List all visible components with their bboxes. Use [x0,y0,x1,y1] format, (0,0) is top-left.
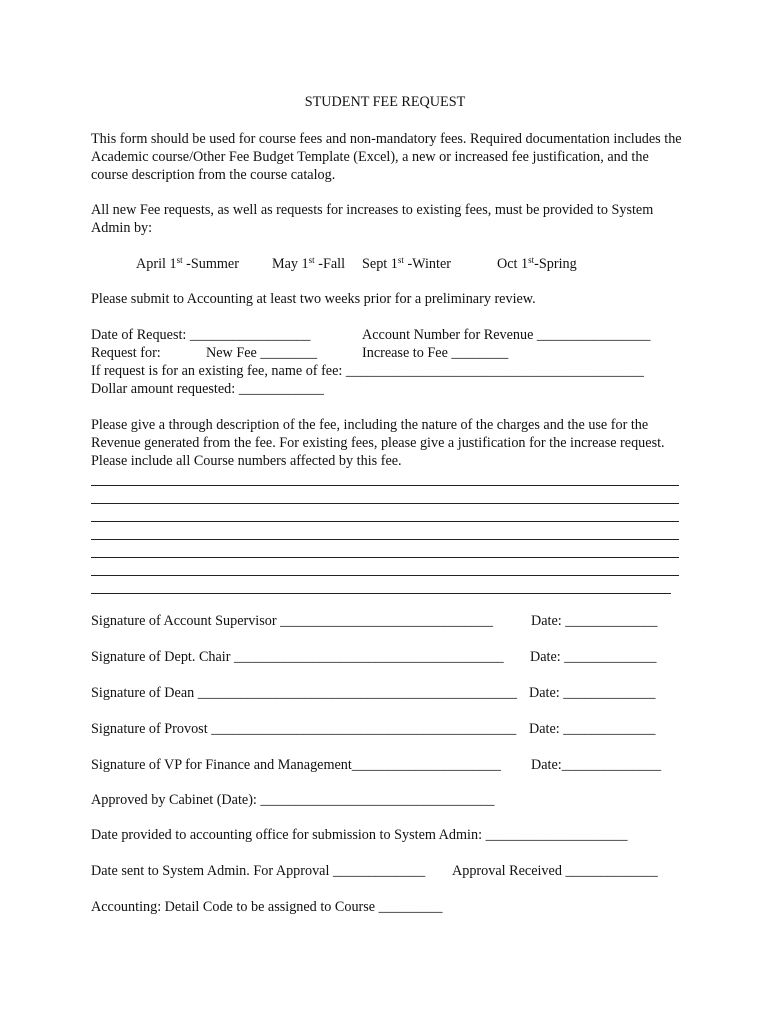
approved-by-cabinet-field[interactable]: Approved by Cabinet (Date): _________________________________ [91,792,495,808]
description-line [91,593,671,594]
date-sent-field[interactable]: Date sent to System Admin. For Approval _____________ [91,863,426,879]
date-vp-finance[interactable]: Date:______________ [531,757,662,773]
deadline-spring: Oct 1st-Spring [497,255,577,272]
description-line [91,521,679,522]
existing-fee-name-field[interactable]: If request is for an existing fee, name of fee: __________________________________________ [91,363,644,379]
signature-vp-finance[interactable]: Signature of VP for Finance and Management_____________________ [91,757,501,773]
signature-dept-chair[interactable]: Signature of Dept. Chair ______________________________________ [91,649,504,665]
form-title: STUDENT FEE REQUEST [304,94,466,110]
submit-note: Please submit to Accounting at least two weeks prior for a preliminary review. [91,291,536,307]
date-provided-field[interactable]: Date provided to accounting office for submission to System Admin: ____________________ [91,827,628,843]
account-number-field[interactable]: Account Number for Revenue ________________ [362,327,651,343]
date-account-supervisor[interactable]: Date: _____________ [531,613,658,629]
intro-paragraph: This form should be used for course fees and non-mandatory fees. Required documentation includes the Academic course/Other Fee Budget Template (Excel), a new or increased fee justification, and the course description from the course catalog. [91,131,682,183]
description-prompt: Please give a through description of the fee, including the nature of the charges and the use for the Revenue generated from the fee. For existing fees, please give a justification for the increase request. Please include all Course numbers affected by this fee. [91,417,665,469]
deadline-winter: Sept 1st -Winter [362,255,451,272]
date-provost[interactable]: Date: _____________ [529,721,656,737]
description-line [91,575,679,576]
description-line [91,557,679,558]
deadline-summer: April 1st -Summer [136,255,239,272]
deadline-schedule [0,255,770,273]
date-dept-chair[interactable]: Date: _____________ [530,649,657,665]
signature-provost[interactable]: Signature of Provost ___________________________________________ [91,721,517,737]
description-line [91,485,679,486]
description-line [91,539,679,540]
date-of-request-field[interactable]: Date of Request: _________________ [91,327,311,343]
signature-account-supervisor[interactable]: Signature of Account Supervisor ______________________________ [91,613,493,629]
accounting-detail-code-field[interactable]: Accounting: Detail Code to be assigned to Course _________ [91,899,443,915]
dollar-amount-field[interactable]: Dollar amount requested: ____________ [91,381,324,397]
description-line [91,503,679,504]
deadline-paragraph: All new Fee requests, as well as requests for increases to existing fees, must be provided to System Admin by: [91,202,654,236]
signature-dean[interactable]: Signature of Dean _____________________________________________ [91,685,517,701]
increase-to-fee-field[interactable]: Increase to Fee ________ [362,345,509,361]
approval-received-field[interactable]: Approval Received _____________ [452,863,658,879]
request-for-label: Request for: [91,345,161,361]
new-fee-field[interactable]: New Fee ________ [206,345,318,361]
deadline-fall: May 1st -Fall [272,255,346,272]
date-dean[interactable]: Date: _____________ [529,685,656,701]
